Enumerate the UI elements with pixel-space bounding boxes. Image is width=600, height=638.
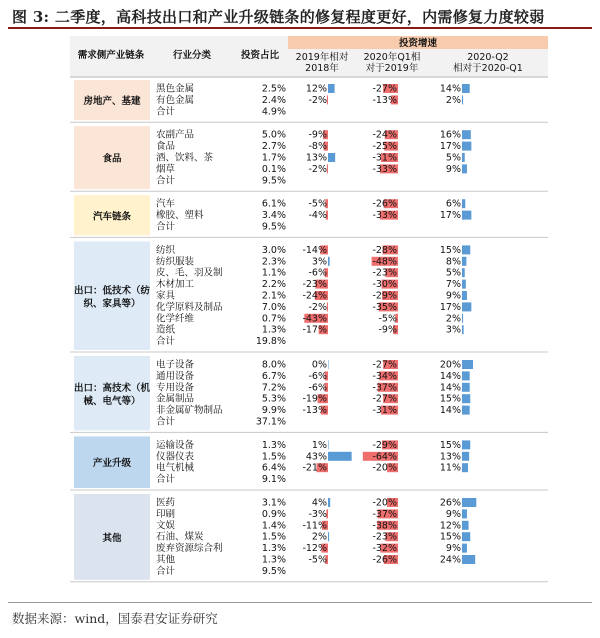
- row-industry: 家具: [156, 290, 176, 302]
- value-label-g1: -6%: [308, 370, 327, 382]
- bar-g3: [462, 302, 471, 311]
- row-industry: 农副产品: [156, 129, 195, 141]
- value-label-g1: -5%: [308, 554, 327, 566]
- total-label: 合计: [156, 175, 176, 187]
- row-share: 2.4%: [261, 94, 286, 106]
- value-label-g1: 13%: [305, 152, 327, 164]
- value-label-g1: -11%: [302, 520, 327, 532]
- value-label-g2: -20%: [372, 497, 397, 509]
- bar-g3: [462, 383, 470, 392]
- value-label-g1: -5%: [308, 198, 327, 210]
- group-chain-label-5: 产业升级: [92, 458, 132, 470]
- row-share: 0.9%: [261, 508, 286, 520]
- total-label: 合计: [156, 416, 176, 428]
- row-industry: 橡胶、塑料: [156, 210, 204, 222]
- value-label-g3: 5%: [445, 267, 461, 279]
- bar-g3: [462, 325, 464, 334]
- value-label-g2: -64%: [372, 451, 397, 463]
- group-chain-label-2: 汽车链条: [92, 211, 132, 223]
- total-share: 4.9%: [261, 106, 286, 118]
- value-label-g2: -35%: [372, 301, 397, 313]
- row-share: 8.0%: [261, 359, 286, 371]
- value-label-g3: 5%: [445, 152, 461, 164]
- value-label-g1: 3%: [311, 256, 327, 268]
- value-label-g2: -27%: [372, 393, 397, 405]
- group-chain-label-3-line1: 出口：低技术（纺: [73, 285, 151, 297]
- bar-g1: [327, 95, 328, 104]
- value-label-g2: -31%: [372, 152, 397, 164]
- value-label-g2: -9%: [378, 324, 397, 336]
- row-industry: 其他: [156, 554, 176, 566]
- row-industry: 运输设备: [156, 439, 195, 451]
- row-industry: 非金属矿物制品: [156, 405, 223, 417]
- row-industry: 文娱: [156, 520, 176, 532]
- value-label-g2: -24%: [372, 129, 397, 141]
- value-label-g3: 17%: [439, 210, 461, 222]
- total-share: 9.5%: [261, 175, 286, 187]
- row-industry: 化学原料及制品: [156, 301, 223, 313]
- total-share: 37.1%: [255, 416, 286, 428]
- bar-g1: [328, 532, 329, 541]
- total-share: 9.5%: [261, 565, 286, 577]
- value-label-g3: 14%: [439, 83, 461, 95]
- row-industry: 纺织: [156, 244, 176, 256]
- header-col2-line2: 对于2019年: [365, 63, 419, 74]
- value-label-g2: -29%: [372, 439, 397, 451]
- bar-g3: [462, 291, 467, 300]
- row-share: 3.0%: [261, 244, 286, 256]
- header-chain: 需求侧产业链条: [77, 50, 145, 61]
- value-label-g3: 12%: [439, 520, 461, 532]
- total-share: 9.5%: [261, 221, 286, 233]
- row-share: 2.2%: [261, 279, 286, 291]
- row-industry: 汽车: [156, 198, 176, 210]
- value-label-g3: 16%: [439, 129, 461, 141]
- header-growth: 投资增速: [398, 38, 438, 49]
- row-industry: 食品: [156, 141, 176, 153]
- bar-g3: [462, 452, 469, 461]
- bar-g3: [462, 211, 471, 220]
- bar-g3: [462, 371, 470, 380]
- total-share: 9.1%: [261, 474, 286, 486]
- row-share: 9.9%: [261, 405, 286, 417]
- row-industry: 木材加工: [156, 279, 195, 291]
- bar-g1: [327, 302, 328, 311]
- value-label-g1: 0%: [311, 359, 327, 371]
- total-label: 合计: [156, 106, 176, 118]
- bar-g3: [462, 142, 471, 151]
- row-share: 3.1%: [261, 497, 286, 509]
- value-label-g3: 9%: [445, 290, 461, 302]
- value-label-g2: -32%: [372, 543, 397, 555]
- bar-g3: [462, 544, 467, 553]
- value-label-g1: -24%: [302, 290, 327, 302]
- value-label-g3: 9%: [445, 508, 461, 520]
- value-label-g1: 2%: [311, 531, 327, 543]
- value-label-g3: 17%: [439, 141, 461, 153]
- row-industry: 烟草: [156, 163, 176, 175]
- value-label-g3: 13%: [439, 451, 461, 463]
- value-label-g1: -21%: [302, 462, 327, 474]
- bar-g3: [462, 268, 465, 277]
- row-share: 7.2%: [261, 382, 286, 394]
- header-share: 投资占比: [240, 50, 280, 61]
- bar-g1: [328, 257, 330, 266]
- total-label: 合计: [156, 336, 176, 348]
- group-chain-label-3-line2: 织、家具等）: [83, 298, 141, 310]
- row-industry: 纺织服装: [156, 256, 195, 268]
- total-label: 合计: [156, 474, 176, 486]
- row-share: 1.4%: [261, 520, 286, 532]
- row-share: 5.3%: [261, 393, 286, 405]
- bar-g3: [462, 498, 476, 507]
- value-label-g1: 4%: [311, 497, 327, 509]
- total-label: 合计: [156, 221, 176, 233]
- row-share: 2.3%: [261, 256, 286, 268]
- value-label-g1: -2%: [308, 94, 327, 106]
- bar-g3: [462, 280, 466, 289]
- value-label-g2: -26%: [372, 554, 397, 566]
- value-label-g2: -28%: [372, 244, 397, 256]
- value-label-g3: 24%: [439, 554, 461, 566]
- row-share: 0.7%: [261, 313, 286, 325]
- row-industry: 金属制品: [156, 393, 195, 405]
- bar-g3: [462, 463, 468, 472]
- value-label-g2: -33%: [372, 163, 397, 175]
- value-label-g3: 14%: [439, 370, 461, 382]
- value-label-g1: -13%: [302, 405, 327, 417]
- value-label-g1: -6%: [308, 382, 327, 394]
- row-share: 2.7%: [261, 141, 286, 153]
- value-label-g3: 2%: [445, 94, 461, 106]
- value-label-g3: 14%: [439, 405, 461, 417]
- value-label-g2: -29%: [372, 290, 397, 302]
- value-label-g1: -17%: [302, 324, 327, 336]
- value-label-g1: -2%: [308, 301, 327, 313]
- group-chain-label-0: 房地产、基建: [83, 96, 141, 108]
- value-label-g2: -30%: [372, 279, 397, 291]
- value-label-g2: -33%: [372, 210, 397, 222]
- header-col3-line1: 2020-Q2: [467, 52, 509, 63]
- value-label-g1: -4%: [308, 210, 327, 222]
- value-label-g3: 9%: [445, 163, 461, 175]
- value-label-g3: 17%: [439, 301, 461, 313]
- row-industry: 黑色金属: [156, 83, 195, 95]
- value-label-g1: -43%: [302, 313, 327, 325]
- bar-g3: [462, 130, 471, 139]
- value-label-g3: 11%: [439, 462, 461, 474]
- bar-g3: [462, 314, 463, 323]
- value-label-g2: -48%: [372, 256, 397, 268]
- group-chain-label-4-line1: 出口：高技术（机: [73, 383, 151, 395]
- row-share: 1.3%: [261, 439, 286, 451]
- header-col3-line2: 相对于2020-Q1: [453, 63, 523, 74]
- row-share: 1.3%: [261, 543, 286, 555]
- bar-g1: [328, 498, 330, 507]
- value-label-g1: -12%: [302, 543, 327, 555]
- footer-rule: [8, 602, 592, 603]
- row-industry: 电子设备: [156, 359, 195, 371]
- value-label-g3: 7%: [445, 279, 461, 291]
- figure-title: 图 3: 二季度，高科技出口和产业升级链条的修复程度更好，内需修复力度较弱: [12, 8, 545, 26]
- bar-g1: [328, 360, 329, 369]
- bar-g1: [327, 164, 328, 173]
- group-chain-label-4-line2: 械、电气等）: [83, 396, 141, 408]
- bar-g1: [328, 84, 335, 93]
- bar-g3: [462, 440, 470, 449]
- value-label-g2: -23%: [372, 267, 397, 279]
- row-industry: 印刷: [156, 508, 176, 520]
- row-industry: 石油、煤炭: [156, 531, 204, 543]
- value-label-g1: -19%: [302, 393, 327, 405]
- value-label-g1: -23%: [302, 279, 327, 291]
- bar-g3: [462, 394, 470, 403]
- total-share: 19.8%: [255, 336, 286, 348]
- bar-g3: [462, 555, 475, 564]
- bar-g3: [462, 509, 467, 518]
- bar-g1: [328, 153, 335, 162]
- row-industry: 皮、毛、羽及制: [156, 267, 223, 279]
- bar-g3: [462, 95, 463, 104]
- value-label-g1: -8%: [308, 141, 327, 153]
- value-label-g3: 26%: [439, 497, 461, 509]
- value-label-g3: 6%: [445, 198, 461, 210]
- row-share: 0.1%: [261, 163, 286, 175]
- value-label-g2: -27%: [372, 359, 397, 371]
- header-col1-line2: 2018年: [305, 63, 339, 74]
- bar-g3: [462, 257, 466, 266]
- value-label-g1: 1%: [311, 439, 327, 451]
- value-label-g3: 2%: [445, 313, 461, 325]
- row-share: 1.3%: [261, 324, 286, 336]
- value-label-g2: -26%: [372, 198, 397, 210]
- row-industry: 造纸: [156, 324, 176, 336]
- value-label-g2: -38%: [372, 520, 397, 532]
- bar-g3: [462, 521, 469, 530]
- bar-g3: [462, 84, 470, 93]
- group-chain-label-1: 食品: [102, 153, 122, 165]
- row-share: 1.1%: [261, 267, 286, 279]
- header-industry: 行业分类: [172, 50, 212, 61]
- row-industry: 酒、饮料、茶: [156, 152, 214, 164]
- row-share: 1.7%: [261, 152, 286, 164]
- value-label-g3: 15%: [439, 244, 461, 256]
- row-share: 6.1%: [261, 198, 286, 210]
- value-label-g1: -14%: [302, 244, 327, 256]
- row-industry: 化学纤维: [156, 313, 195, 325]
- row-share: 1.3%: [261, 554, 286, 566]
- row-share: 7.0%: [261, 301, 286, 313]
- bar-g3: [462, 164, 467, 173]
- value-label-g2: -37%: [372, 508, 397, 520]
- row-share: 3.4%: [261, 210, 286, 222]
- group-chain-label-6: 其他: [102, 532, 122, 544]
- value-label-g2: -13%: [372, 94, 397, 106]
- row-share: 6.4%: [261, 462, 286, 474]
- row-share: 2.1%: [261, 290, 286, 302]
- bar-g1: [328, 452, 352, 461]
- value-label-g1: 43%: [305, 451, 327, 463]
- value-label-g2: -20%: [372, 462, 397, 474]
- data-source: 数据来源：wind，国泰君安证券研究: [12, 611, 218, 626]
- value-label-g2: -27%: [372, 83, 397, 95]
- value-label-g1: -3%: [308, 508, 327, 520]
- value-label-g3: 9%: [445, 543, 461, 555]
- value-label-g2: -25%: [372, 141, 397, 153]
- value-label-g1: -6%: [308, 267, 327, 279]
- value-label-g2: -31%: [372, 405, 397, 417]
- row-industry: 仪器仪表: [156, 451, 195, 463]
- value-label-g2: -37%: [372, 382, 397, 394]
- row-industry: 有色金属: [156, 94, 195, 106]
- bar-g3: [462, 199, 465, 208]
- bar-g1: [328, 440, 329, 449]
- row-industry: 电气机械: [156, 462, 195, 474]
- header-col2-line1: 2020年Q1相: [363, 52, 421, 63]
- row-share: 5.0%: [261, 129, 286, 141]
- row-share: 1.5%: [261, 451, 286, 463]
- value-label-g3: 15%: [439, 439, 461, 451]
- value-label-g3: 8%: [445, 256, 461, 268]
- row-industry: 通用设备: [156, 370, 195, 382]
- bar-g3: [462, 245, 470, 254]
- value-label-g3: 14%: [439, 382, 461, 394]
- value-label-g3: 15%: [439, 531, 461, 543]
- value-label-g2: -23%: [372, 531, 397, 543]
- row-share: 1.5%: [261, 531, 286, 543]
- value-label-g3: 15%: [439, 393, 461, 405]
- total-label: 合计: [156, 565, 176, 577]
- row-share: 2.5%: [261, 83, 286, 95]
- bar-g3: [462, 360, 473, 369]
- value-label-g3: 3%: [445, 324, 461, 336]
- row-industry: 医药: [156, 497, 176, 509]
- bar-g3: [462, 153, 465, 162]
- row-industry: 废弃资源综合利: [156, 543, 223, 555]
- value-label-g2: -5%: [378, 313, 397, 325]
- value-label-g1: 12%: [305, 83, 327, 95]
- row-industry: 专用设备: [156, 382, 195, 394]
- header-col1-line1: 2019年相对: [295, 52, 349, 63]
- bar-g3: [462, 406, 470, 415]
- value-label-g1: -9%: [308, 129, 327, 141]
- value-label-g1: -2%: [308, 163, 327, 175]
- value-label-g2: -34%: [372, 370, 397, 382]
- value-label-g3: 20%: [439, 359, 461, 371]
- row-share: 6.7%: [261, 370, 286, 382]
- bar-g3: [462, 532, 470, 541]
